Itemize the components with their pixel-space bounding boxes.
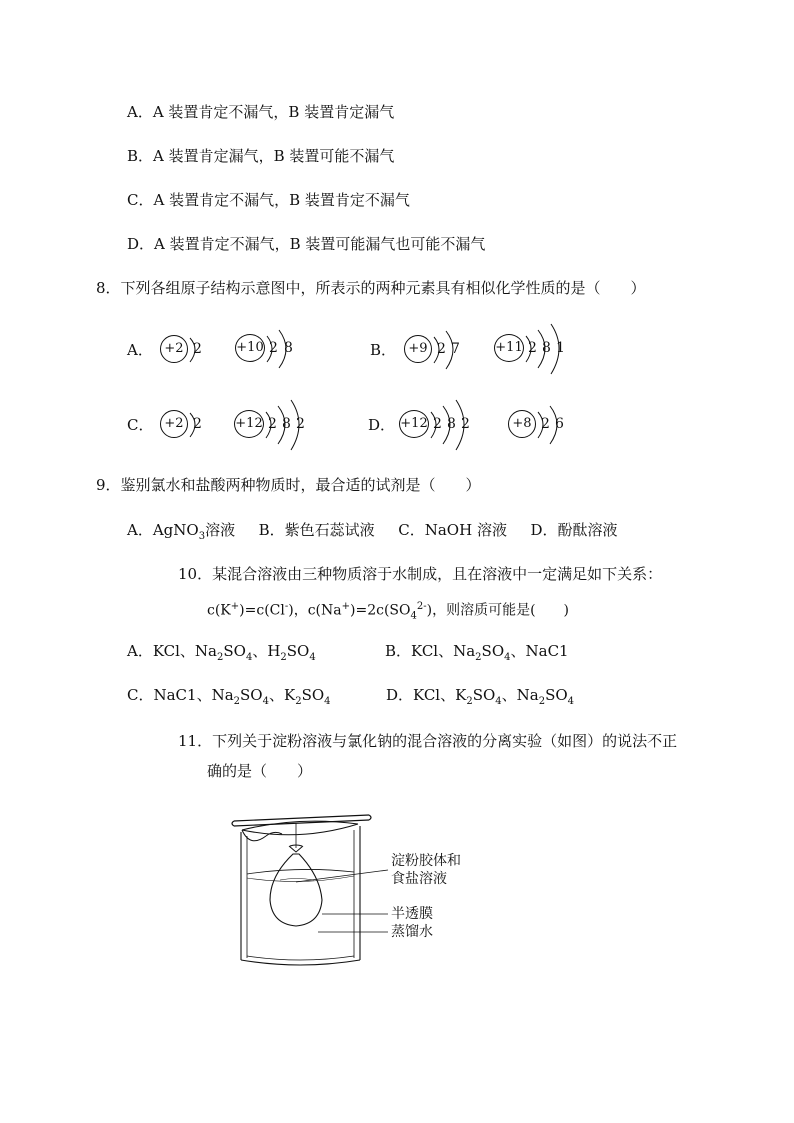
q10-option-c: C．NaC1、$Na_2SO_4$、$K_2SO_4$ xyxy=(127,686,331,707)
atom-nucleus: +2 xyxy=(160,335,188,363)
shell-electrons: 2 xyxy=(268,416,277,432)
figure-label-starch-colloid: 淀粉胶体和 xyxy=(391,853,461,869)
electron-shell-arcs-icon xyxy=(234,403,324,447)
shell-electrons: 2 xyxy=(193,416,202,432)
figure-label-distilled-water: 蒸馏水 xyxy=(391,924,433,940)
shell-electrons: 8 xyxy=(542,340,551,356)
shell-electrons: 8 xyxy=(282,416,291,432)
figure-label-membrane: 半透膜 xyxy=(391,906,433,922)
q10-option-b: B．KCl、$Na_2SO_4$、NaC1 xyxy=(385,642,569,663)
shell-electrons: 2 xyxy=(193,341,202,357)
q8-stem: 8．下列各组原子结构示意图中，所表示的两种元素具有相似化学性质的是（ ） xyxy=(96,279,646,297)
q11-stem-line1: 11．下列关于淀粉溶液与氯化钠的混合溶液的分离实验（如图）的说法不正 xyxy=(178,732,678,750)
q10-stem-relation: c(K+)=c(Cl-)，$c(Na^+)=2c(SO_4^{2-})$，则溶质可能是( ) xyxy=(207,601,569,622)
electron-shell-arcs-icon xyxy=(160,335,220,365)
q9-options xyxy=(127,520,618,547)
electron-shell-arcs-icon xyxy=(160,410,220,440)
q7-option-a: A．A 装置肯定不漏气，B 装置肯定漏气 xyxy=(127,103,395,121)
dialysis-figure xyxy=(230,808,480,973)
q9-option-a: A．AgNO$_3$溶液 xyxy=(127,521,236,542)
atom-nucleus: +8 xyxy=(508,410,536,438)
shell-electrons: 1 xyxy=(556,340,565,356)
atom-nucleus: +12 xyxy=(234,410,264,438)
q9-option-b: B．紫色石蕊试液 xyxy=(258,521,375,539)
atom-nucleus: +2 xyxy=(160,410,188,438)
atom-nucleus: +9 xyxy=(404,335,432,363)
q10-stem-line1: 10．某混合溶液由三种物质溶于水制成，且在溶液中一定满足如下关系： xyxy=(178,565,663,583)
q9-option-d: D．酚酞溶液 xyxy=(530,521,618,539)
shell-electrons: 2 xyxy=(461,416,470,432)
shell-electrons: 2 xyxy=(269,340,278,356)
q10-option-a: A．KCl、$Na_2SO_4$、$H_2SO_4$ xyxy=(127,642,316,663)
shell-electrons: 2 xyxy=(541,416,550,432)
q8-label-a: A． xyxy=(127,341,153,359)
shell-electrons: 2 xyxy=(433,416,442,432)
shell-electrons: 7 xyxy=(451,341,460,357)
shell-electrons: 2 xyxy=(528,340,537,356)
q7-option-d: D．A 装置肯定不漏气，B 装置可能漏气也可能不漏气 xyxy=(127,235,486,253)
figure-label-salt-solution: 食盐溶液 xyxy=(391,871,447,887)
q8-label-d: D． xyxy=(368,416,396,434)
electron-shell-arcs-icon xyxy=(494,328,584,372)
q8-label-c: C． xyxy=(127,416,154,434)
shell-electrons: 8 xyxy=(447,416,456,432)
q7-option-c: C．A 装置肯定不漏气，B 装置肯定不漏气 xyxy=(127,191,410,209)
shell-electrons: 8 xyxy=(284,340,293,356)
q11-stem-line2: 确的是（ ） xyxy=(207,762,313,780)
atom-nucleus: +10 xyxy=(235,334,265,362)
shell-electrons: 2 xyxy=(296,416,305,432)
q10-option-d: D．KCl、$K_2SO_4$、$Na_2SO_4$ xyxy=(386,686,575,707)
atom-nucleus: +11 xyxy=(494,334,524,362)
electron-shell-arcs-icon xyxy=(399,403,489,447)
atom-nucleus: +12 xyxy=(399,410,429,438)
shell-electrons: 6 xyxy=(555,416,564,432)
q8-label-b: B． xyxy=(370,341,397,359)
shell-electrons: 2 xyxy=(437,341,446,357)
q9-option-c: C．NaOH 溶液 xyxy=(398,521,507,539)
q7-option-b: B．A 装置肯定漏气，B 装置可能不漏气 xyxy=(127,147,395,165)
q9-stem: 9．鉴别氯水和盐酸两种物质时，最合适的试剂是（ ） xyxy=(96,476,481,494)
beaker-dialysis-icon xyxy=(230,808,480,973)
